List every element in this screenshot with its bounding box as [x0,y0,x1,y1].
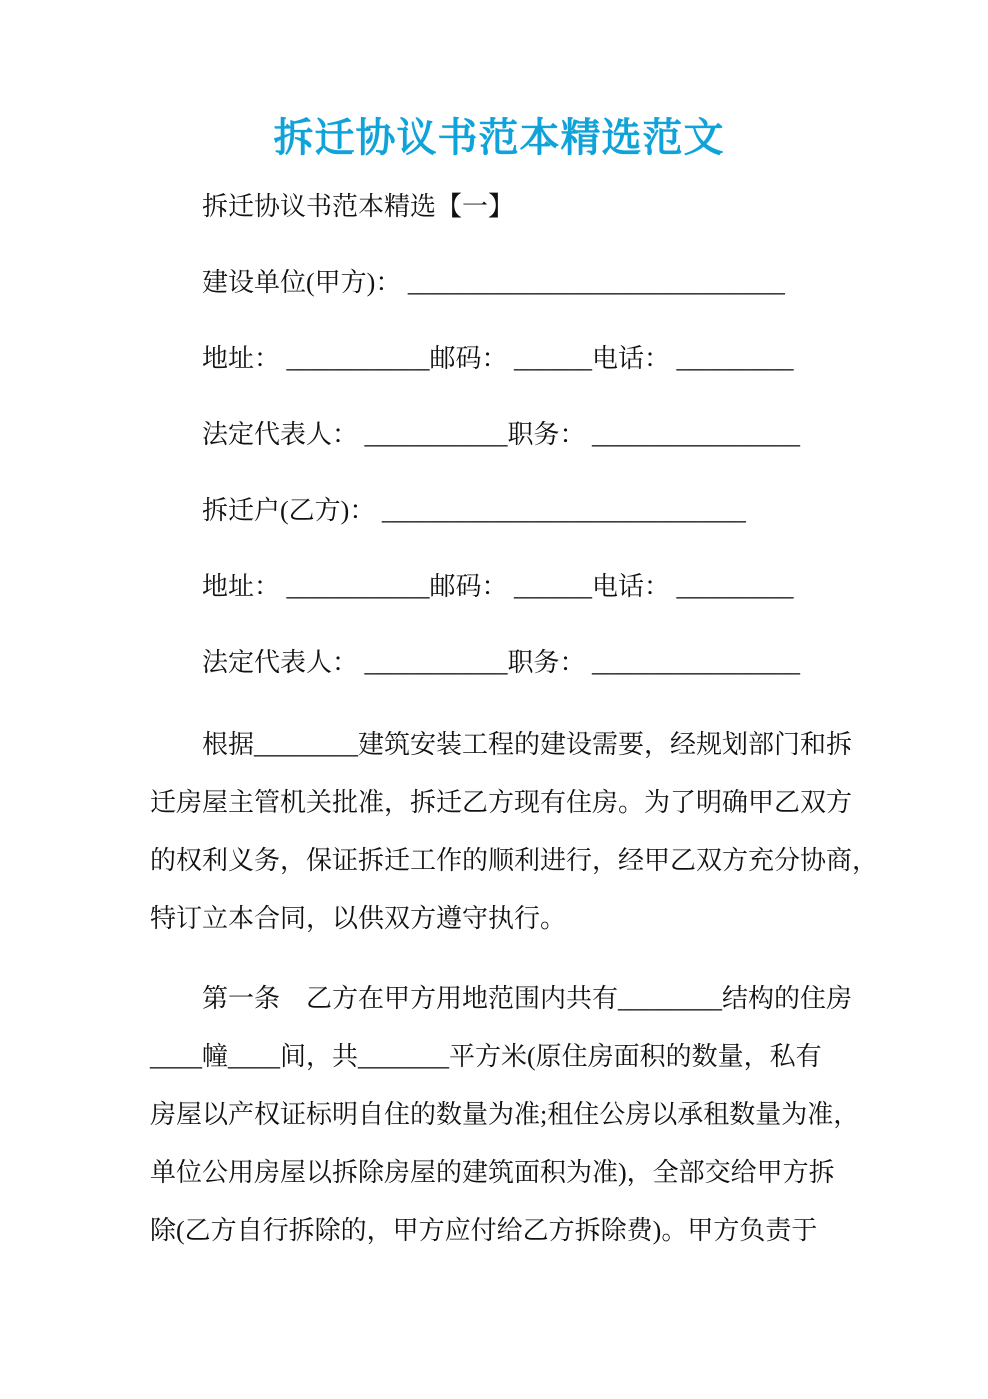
paragraph-article-1 [150,970,860,1260]
form-line-address-1: 地址： ___________邮码： ______电话： _________ [202,344,794,373]
paragraph-line: ____幢____间，共_______平方米(原住房面积的数量，私有 [150,1042,822,1071]
paragraph-line: 特订立本合同，以供双方遵守执行。 [150,904,567,933]
form-line-demolished-household: 拆迁户(乙方)： ____________________________ [202,496,746,525]
section-heading: 拆迁协议书范本精选【一】 [202,192,515,221]
form-line-legal-representative-1: 法定代表人： ___________职务： ________________ [202,420,801,449]
paragraph-line: 除(乙方自行拆除的，甲方应付给乙方拆除费)。甲方负责于 [150,1216,818,1245]
form-line-address-2: 地址： ___________邮码： ______电话： _________ [202,572,794,601]
paragraph-preamble [150,716,879,948]
paragraph-line: 第一条 乙方在甲方用地范围内共有________结构的住房 [202,984,853,1013]
document-title: 拆迁协议书范本精选范文 [273,115,725,160]
form-line-construction-unit: 建设单位(甲方)： _____________________________ [202,268,785,297]
form-line-legal-representative-2: 法定代表人： ___________职务： ________________ [202,648,801,677]
paragraph-line: 单位公用房屋以拆除房屋的建筑面积为准)，全部交给甲方拆 [150,1158,835,1187]
paragraph-line: 的权利义务，保证拆迁工作的顺利进行，经甲乙双方充分协商， [150,846,879,875]
paragraph-line: 房屋以产权证标明自住的数量为准;租住公房以承租数量为准， [150,1100,860,1129]
paragraph-line: 根据________建筑安装工程的建设需要，经规划部门和拆 [202,730,853,759]
paragraph-line: 迁房屋主管机关批准，拆迁乙方现有住房。为了明确甲乙双方 [150,788,853,817]
